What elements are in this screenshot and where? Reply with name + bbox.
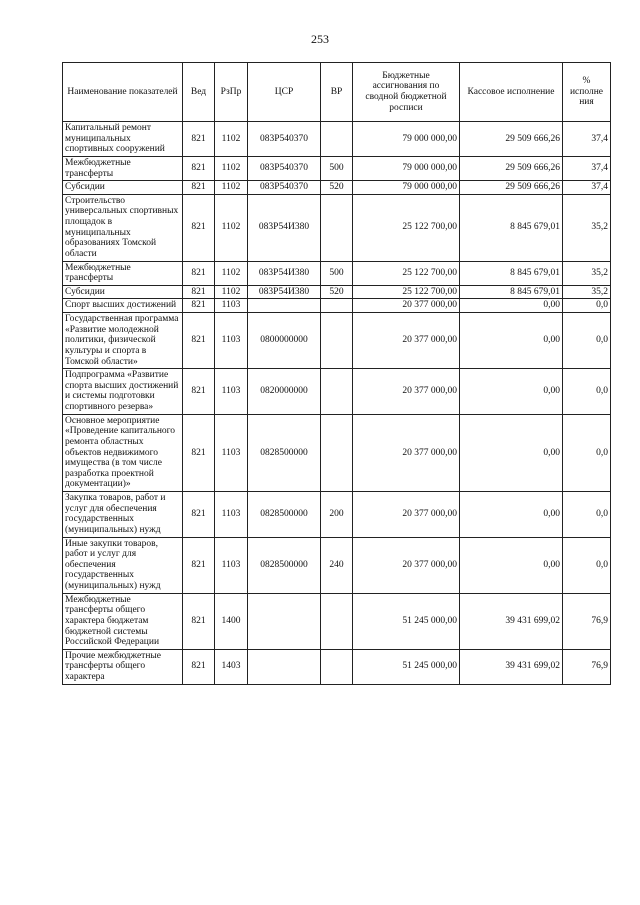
row-name-cell: Капитальный ремонт муниципальных спортивных сооружений	[63, 122, 183, 157]
row-name-cell: Закупка товаров, работ и услуг для обеспечения государственных (муниципальных) нужд	[63, 492, 183, 538]
row-rzpr-cell: 1103	[215, 313, 248, 369]
row-cash-cell: 8 845 679,01	[460, 285, 563, 299]
row-csr-cell: 0828500000	[248, 492, 321, 538]
row-vr-cell	[321, 194, 353, 261]
row-name-cell: Спорт высших достижений	[63, 299, 183, 313]
row-ved-cell: 821	[183, 537, 215, 593]
row-budget-cell: 51 245 000,00	[353, 593, 460, 649]
row-ved-cell: 821	[183, 414, 215, 491]
row-name-cell: Прочие межбюджетные трансферты общего характера	[63, 649, 183, 684]
row-vr-cell: 520	[321, 181, 353, 195]
header-name: Наименование показателей	[63, 63, 183, 122]
row-csr-cell: 083P54И380	[248, 285, 321, 299]
row-ved-cell: 821	[183, 122, 215, 157]
row-csr-cell: 083P540370	[248, 181, 321, 195]
row-cash-cell: 29 509 666,26	[460, 181, 563, 195]
row-ved-cell: 821	[183, 261, 215, 285]
row-percent-cell: 0,0	[563, 313, 611, 369]
row-cash-cell: 0,00	[460, 313, 563, 369]
table-row	[63, 369, 611, 415]
row-ved-cell: 821	[183, 194, 215, 261]
row-csr-cell: 083P54И380	[248, 194, 321, 261]
row-cash-cell: 8 845 679,01	[460, 261, 563, 285]
row-percent-cell: 35,2	[563, 194, 611, 261]
row-rzpr-cell: 1103	[215, 369, 248, 415]
row-rzpr-cell: 1102	[215, 181, 248, 195]
row-vr-cell	[321, 649, 353, 684]
row-rzpr-cell: 1403	[215, 649, 248, 684]
row-ved-cell: 821	[183, 285, 215, 299]
row-vr-cell: 200	[321, 492, 353, 538]
row-rzpr-cell: 1103	[215, 537, 248, 593]
table-row	[63, 181, 611, 195]
row-budget-cell: 20 377 000,00	[353, 414, 460, 491]
row-percent-cell: 37,4	[563, 122, 611, 157]
row-percent-cell: 0,0	[563, 299, 611, 313]
row-percent-cell: 0,0	[563, 492, 611, 538]
row-ved-cell: 821	[183, 299, 215, 313]
row-vr-cell	[321, 593, 353, 649]
table-row	[63, 313, 611, 369]
row-name-cell: Межбюджетные трансферты	[63, 261, 183, 285]
row-cash-cell: 39 431 699,02	[460, 593, 563, 649]
row-percent-cell: 35,2	[563, 285, 611, 299]
table-row	[63, 593, 611, 649]
row-vr-cell: 500	[321, 261, 353, 285]
row-vr-cell: 520	[321, 285, 353, 299]
table-row	[63, 122, 611, 157]
row-budget-cell: 51 245 000,00	[353, 649, 460, 684]
row-budget-cell: 20 377 000,00	[353, 299, 460, 313]
row-csr-cell	[248, 299, 321, 313]
row-rzpr-cell: 1102	[215, 285, 248, 299]
row-rzpr-cell: 1102	[215, 156, 248, 180]
row-rzpr-cell: 1102	[215, 194, 248, 261]
row-vr-cell: 240	[321, 537, 353, 593]
header-rzpr: РзПр	[215, 63, 248, 122]
row-budget-cell: 20 377 000,00	[353, 369, 460, 415]
row-name-cell: Подпрограмма «Развитие спорта высших достижений и системы подготовки спортивного резерва»	[63, 369, 183, 415]
row-csr-cell: 0820000000	[248, 369, 321, 415]
row-csr-cell: 0828500000	[248, 537, 321, 593]
row-csr-cell: 083P540370	[248, 122, 321, 157]
row-name-cell: Иные закупки товаров, работ и услуг для обеспечения государственных (муниципальных) нужд	[63, 537, 183, 593]
table-row	[63, 156, 611, 180]
row-csr-cell: 0800000000	[248, 313, 321, 369]
row-cash-cell: 29 509 666,26	[460, 156, 563, 180]
row-cash-cell: 0,00	[460, 299, 563, 313]
row-vr-cell	[321, 414, 353, 491]
row-ved-cell: 821	[183, 156, 215, 180]
row-percent-cell: 37,4	[563, 181, 611, 195]
header-percent: % исполне ния	[563, 63, 611, 122]
row-vr-cell	[321, 122, 353, 157]
header-csr: ЦСР	[248, 63, 321, 122]
row-cash-cell: 0,00	[460, 537, 563, 593]
row-percent-cell: 35,2	[563, 261, 611, 285]
row-ved-cell: 821	[183, 181, 215, 195]
row-name-cell: Основное мероприятие «Проведение капитального ремонта областных объектов недвижимого имущества (в том числе разработка проектной документации)»	[63, 414, 183, 491]
row-budget-cell: 20 377 000,00	[353, 313, 460, 369]
table-row	[63, 194, 611, 261]
row-percent-cell: 0,0	[563, 369, 611, 415]
table-row	[63, 261, 611, 285]
table-row	[63, 299, 611, 313]
row-name-cell: Строительство универсальных спортивных площадок в муниципальных образованиях Томской области	[63, 194, 183, 261]
header-budget: Бюджетные ассигнования по сводной бюджетной росписи	[353, 63, 460, 122]
row-budget-cell: 79 000 000,00	[353, 122, 460, 157]
table-row	[63, 492, 611, 538]
row-rzpr-cell: 1103	[215, 299, 248, 313]
row-name-cell: Межбюджетные трансферты общего характера бюджетам бюджетной системы Российской Федерации	[63, 593, 183, 649]
row-csr-cell: 0828500000	[248, 414, 321, 491]
row-name-cell: Субсидии	[63, 285, 183, 299]
row-csr-cell	[248, 593, 321, 649]
row-rzpr-cell: 1103	[215, 492, 248, 538]
row-cash-cell: 39 431 699,02	[460, 649, 563, 684]
row-vr-cell	[321, 313, 353, 369]
row-vr-cell	[321, 299, 353, 313]
budget-execution-table	[62, 62, 611, 685]
row-percent-cell: 76,9	[563, 649, 611, 684]
row-name-cell: Государственная программа «Развитие молодежной политики, физической культуры и спорта в Томской области»	[63, 313, 183, 369]
row-ved-cell: 821	[183, 369, 215, 415]
row-csr-cell: 083P540370	[248, 156, 321, 180]
table-row	[63, 414, 611, 491]
row-cash-cell: 0,00	[460, 492, 563, 538]
row-rzpr-cell: 1102	[215, 261, 248, 285]
row-cash-cell: 0,00	[460, 369, 563, 415]
row-budget-cell: 20 377 000,00	[353, 492, 460, 538]
row-budget-cell: 79 000 000,00	[353, 181, 460, 195]
row-rzpr-cell: 1103	[215, 414, 248, 491]
row-cash-cell: 8 845 679,01	[460, 194, 563, 261]
row-name-cell: Субсидии	[63, 181, 183, 195]
table-row	[63, 537, 611, 593]
row-budget-cell: 25 122 700,00	[353, 261, 460, 285]
row-percent-cell: 76,9	[563, 593, 611, 649]
row-ved-cell: 821	[183, 313, 215, 369]
row-vr-cell	[321, 369, 353, 415]
row-cash-cell: 29 509 666,26	[460, 122, 563, 157]
header-cash: Кассовое исполнение	[460, 63, 563, 122]
row-percent-cell: 37,4	[563, 156, 611, 180]
row-budget-cell: 25 122 700,00	[353, 285, 460, 299]
row-ved-cell: 821	[183, 593, 215, 649]
header-vr: ВР	[321, 63, 353, 122]
row-budget-cell: 20 377 000,00	[353, 537, 460, 593]
row-budget-cell: 79 000 000,00	[353, 156, 460, 180]
row-csr-cell	[248, 649, 321, 684]
row-csr-cell: 083P54И380	[248, 261, 321, 285]
row-cash-cell: 0,00	[460, 414, 563, 491]
row-percent-cell: 0,0	[563, 537, 611, 593]
row-vr-cell: 500	[321, 156, 353, 180]
row-ved-cell: 821	[183, 649, 215, 684]
row-rzpr-cell: 1400	[215, 593, 248, 649]
table-row	[63, 649, 611, 684]
row-budget-cell: 25 122 700,00	[353, 194, 460, 261]
row-ved-cell: 821	[183, 492, 215, 538]
row-rzpr-cell: 1102	[215, 122, 248, 157]
header-ved: Вед	[183, 63, 215, 122]
row-name-cell: Межбюджетные трансферты	[63, 156, 183, 180]
table-header-row	[63, 63, 611, 122]
table-row	[63, 285, 611, 299]
row-percent-cell: 0,0	[563, 414, 611, 491]
page-number: 253	[311, 32, 329, 46]
